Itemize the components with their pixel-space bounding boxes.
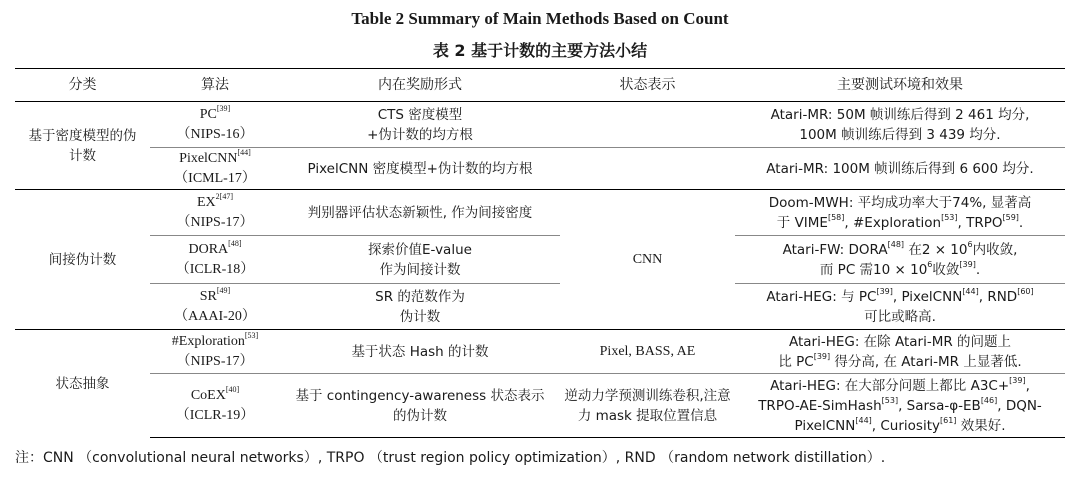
table-row — [15, 374, 1065, 438]
result-ex2: Doom-MWH: 平均成功率大于74%, 显著高 于 VIME[58], #Exploration[53], TRPO[59]. — [735, 190, 1065, 236]
table-row — [15, 330, 1065, 374]
caption-english: Table 2 Summary of Main Methods Based on Count — [351, 9, 729, 28]
table-row — [15, 148, 1065, 190]
reward-dora: 探索价值E-value 作为间接计数 — [280, 236, 560, 284]
algo-coex: CoEX[40] （ICLR-19） — [150, 374, 280, 438]
table-row — [15, 190, 1065, 236]
state-pc — [560, 102, 735, 148]
algo-pixelcnn: PixelCNN[44] （ICML-17） — [150, 148, 280, 190]
methods-table — [15, 68, 1065, 438]
state-coex: 逆动力学预测训练卷积,注意 力 mask 提取位置信息 — [560, 374, 735, 438]
algo-pc: PC[39] （NIPS-16） — [150, 102, 280, 148]
header-state: 状态表示 — [560, 69, 735, 102]
state-exploration: Pixel, BASS, AE — [560, 330, 735, 374]
caption-chinese: 表 2 基于计数的主要方法小结 — [432, 41, 648, 60]
table-row — [15, 236, 1065, 284]
algo-sr: SR[49] （AAAI-20） — [150, 284, 280, 330]
algo-ex2: $EX^{2[47]}$ （NIPS-17） — [150, 190, 280, 236]
group-density: 基于密度模型的伪计数 — [15, 102, 150, 190]
reward-coex: 基于 contingency-awareness 状态表示 的伪计数 — [280, 374, 560, 438]
result-dora: Atari-FW: DORA[48] 在$2 \times 10^6$内收敛, 而 PC 需$10 \times 10^6$收敛[39]. — [735, 236, 1065, 284]
header-algorithm: 算法 — [150, 69, 280, 102]
group-indirect: 间接伪计数 — [15, 190, 150, 330]
header-row — [15, 69, 1065, 102]
result-pixelcnn: Atari-MR: 100M 帧训练后得到 6 600 均分. — [735, 148, 1065, 190]
reward-ex2: 判别器评估状态新颖性, 作为间接密度 — [280, 190, 560, 236]
state-indirect: CNN — [560, 190, 735, 330]
result-pc: Atari-MR: 50M 帧训练后得到 2 461 均分, 100M 帧训练后得到 3 439 均分. — [735, 102, 1065, 148]
group-abstraction: 状态抽象 — [55, 375, 110, 392]
header-category: 分类 — [15, 69, 150, 102]
reward-sr: SR 的范数作为 伪计数 — [280, 284, 560, 330]
result-exploration: Atari-HEG: 在除 Atari-MR 的问题上 比 PC[39] 得分高, 在 Atari-MR 上显著低. — [735, 330, 1065, 374]
table-row — [15, 102, 1065, 148]
algo-dora: DORA[48] （ICLR-18） — [150, 236, 280, 284]
state-pixelcnn — [560, 148, 735, 190]
result-coex: Atari-HEG: 在大部分问题上都比 A3C+[39], TRPO-AE-SimHash[53], Sarsa-φ-EB[46], DQN- PixelCNN[44], Curiosity[61] 效果好. — [735, 374, 1065, 438]
table-row — [15, 284, 1065, 330]
reward-exploration: 基于状态 Hash 的计数 — [280, 330, 560, 374]
table-note: 注：CNN （convolutional neural networks）, TRPO （trust region policy optimization）, RND （random network distillation）. — [15, 450, 886, 466]
header-reward: 内在奖励形式 — [280, 69, 560, 102]
algo-exploration: #Exploration[53] （NIPS-17） — [150, 330, 280, 374]
result-sr: Atari-HEG: 与 PC[39], PixelCNN[44], RND[60] 可比或略高. — [735, 284, 1065, 330]
header-results: 主要测试环境和效果 — [735, 69, 1065, 102]
reward-pc: CTS 密度模型 +伪计数的均方根 — [280, 102, 560, 148]
reward-pixelcnn: PixelCNN 密度模型+伪计数的均方根 — [280, 148, 560, 190]
